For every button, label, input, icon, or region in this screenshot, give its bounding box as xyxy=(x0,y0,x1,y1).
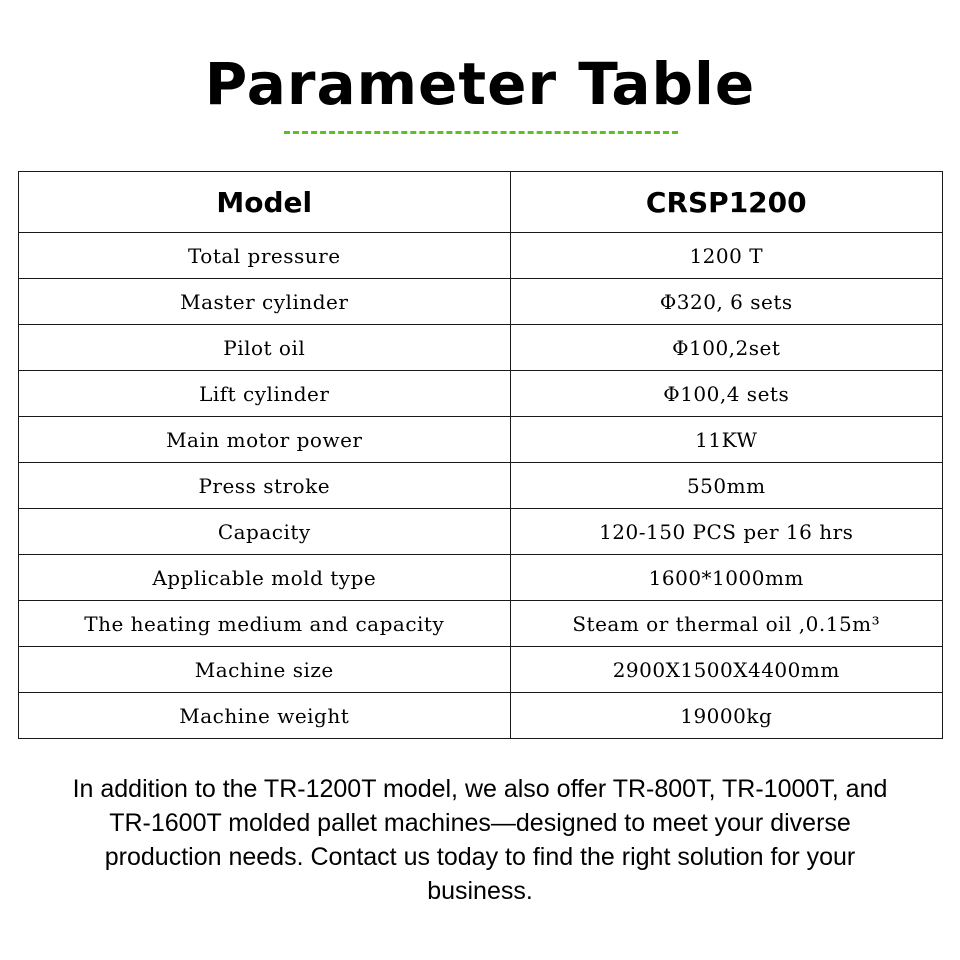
row-label-cell: Press stroke xyxy=(19,463,511,509)
row-label-cell: Machine size xyxy=(19,647,511,693)
header-value-cell: CRSP1200 xyxy=(510,172,942,233)
row-value-cell: Steam or thermal oil ,0.15m³ xyxy=(510,601,942,647)
row-value-cell: 120-150 PCS per 16 hrs xyxy=(510,509,942,555)
row-value-cell: 550mm xyxy=(510,463,942,509)
table-row xyxy=(19,371,943,417)
row-label-cell: Machine weight xyxy=(19,693,511,739)
row-label-cell: Master cylinder xyxy=(19,279,511,325)
title-divider xyxy=(284,131,678,134)
row-label-cell: The heating medium and capacity xyxy=(19,601,511,647)
table-row xyxy=(19,693,943,739)
table-header-row xyxy=(19,172,943,233)
table-row xyxy=(19,647,943,693)
row-value-cell: 1600*1000mm xyxy=(510,555,942,601)
page-title: Parameter Table xyxy=(204,50,756,118)
header-label-cell: Model xyxy=(19,172,511,233)
row-label-cell: Pilot oil xyxy=(19,325,511,371)
row-label-cell: Lift cylinder xyxy=(19,371,511,417)
row-label-cell: Main motor power xyxy=(19,417,511,463)
row-value-cell: Φ100,4 sets xyxy=(510,371,942,417)
row-value-cell: 2900X1500X4400mm xyxy=(510,647,942,693)
table-row xyxy=(19,509,943,555)
table-row xyxy=(19,555,943,601)
row-label-cell: Capacity xyxy=(19,509,511,555)
row-value-cell: 19000kg xyxy=(510,693,942,739)
table-row xyxy=(19,325,943,371)
footer-description: In addition to the TR-1200T model, we also offer TR-800T, TR-1000T, and TR-1600T molded pallet machines—designed to meet your diverse production needs. Contact us today to find the right solution for your business. xyxy=(72,775,888,905)
row-value-cell: 11KW xyxy=(510,417,942,463)
row-value-cell: Φ320, 6 sets xyxy=(510,279,942,325)
table-row xyxy=(19,601,943,647)
table-row xyxy=(19,233,943,279)
parameter-table xyxy=(18,171,943,739)
row-value-cell: Φ100,2set xyxy=(510,325,942,371)
row-label-cell: Total pressure xyxy=(19,233,511,279)
row-label-cell: Applicable mold type xyxy=(19,555,511,601)
row-value-cell: 1200 T xyxy=(510,233,942,279)
table-row xyxy=(19,279,943,325)
table-row xyxy=(19,417,943,463)
table-row xyxy=(19,463,943,509)
